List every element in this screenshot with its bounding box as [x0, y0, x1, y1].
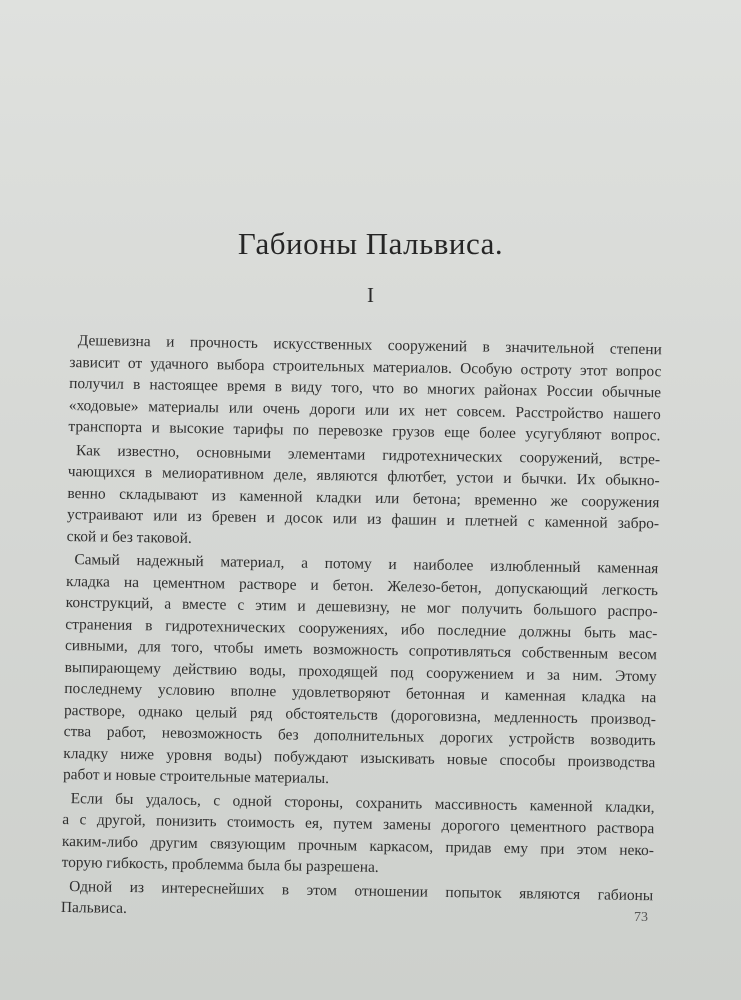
text-line: зависит от удачного выбора строительных материалов. Особую остроту этот вопрос [69, 353, 662, 380]
text-line: Пальвиса. [60, 898, 128, 917]
text-line: ства работ, невозможность без дополнительных дорогих устройств возводить [63, 722, 656, 750]
paragraph-5 [61, 875, 654, 927]
text-line: кладку ниже уровня воды) побуждают изыскивать новые способы производства [63, 744, 656, 771]
text-line: работ и новые строительные материалы. [62, 765, 330, 788]
text-line: Дешевизна и прочность искусственных сооружений в значительной степени [77, 332, 662, 359]
body-text [61, 330, 662, 930]
paragraph-2 [67, 439, 661, 556]
section-number: I [367, 283, 374, 307]
paragraph-3 [63, 549, 659, 795]
text-line: Как известно, основными элементами гидротехнических сооружений, встре- [75, 441, 661, 468]
text-line: «ходовые» материалы или очень дороги или их нет совсем. Расстройство нашего [68, 396, 661, 423]
text-line: торую гибкость, проблемма была бы разрешена. [61, 853, 379, 876]
page-title: Габионы Пальвиса. [237, 226, 504, 261]
text-line: Самый надежный материал, а потому и наиболее излюбленный каменная [74, 551, 659, 578]
text-line: растворе, однако целый ряд обстоятельств (дороговизна, медленность производ- [63, 701, 657, 728]
text-line: а с другой, понизить стоимость ея, путем замены дорогого цементного раствора [62, 810, 655, 838]
text-line: Если бы удалось, с одной стороны, сохранить массивность каменной кладки, [70, 789, 655, 816]
text-line: венно складывают из каменной кладки или бетона; временно же сооружения [67, 484, 660, 511]
text-line: сивными, для того, чтобы иметь возможность сопротивляться собственным весом [64, 636, 658, 664]
text-line: Одной из интереснейших в этом отношении попыток являются габионы [69, 877, 654, 904]
text-line: кладка на цементном растворе и бетон. Железо-бетон, допускающий легкость [65, 572, 659, 599]
text-line: конструкций, а вместе с этим и дешевизну, не мог получить большого распро- [65, 593, 658, 621]
text-line: последнему условию вполне удовлетворяют бетонная и каменная кладка на [64, 679, 657, 707]
text-line: получил в настоящее время в виду того, что во многих районах России обычные [69, 374, 662, 402]
text-line: устраивают или из бревен и досок или из фашин и плетней с каменной забро- [66, 505, 660, 533]
text-line: каким-либо другим связующим прочным каркасом, придав ему при этом неко- [61, 832, 655, 859]
text-line: странения в гидротехнических сооружениях, ибо последние должны быть мас- [65, 615, 658, 642]
text-line: чающихся в мелиоративном деле, являются флютбет, устои и бычки. Их обыкно- [67, 462, 660, 490]
text-line: ской и без таковой. [66, 527, 192, 547]
text-line: выпирающему действию воды, проходящей под сооружением и за ним. Этому [64, 658, 657, 685]
page-number: 73 [634, 910, 648, 925]
text-line: транспорта и высокие тарифы по перевозке грузов еще более усугубляют вопрос. [68, 417, 661, 445]
paragraph-4 [61, 787, 654, 882]
paragraph-1 [68, 330, 662, 447]
